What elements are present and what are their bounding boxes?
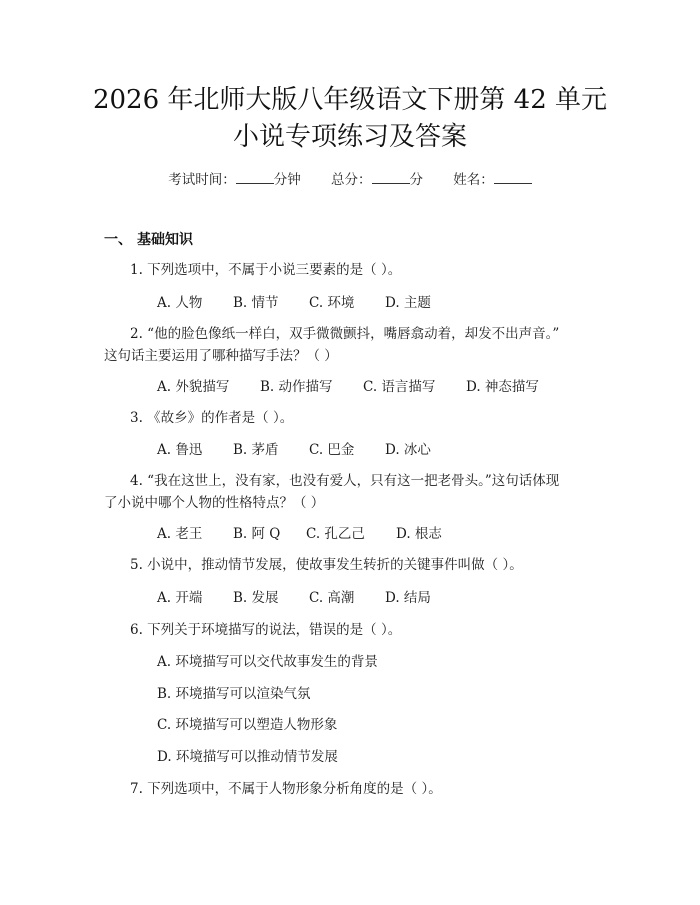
option-d[interactable]: D. 结局 [385,590,431,606]
total-score-blank[interactable] [372,170,410,184]
question-4-options [157,525,442,543]
question-3-options [157,441,431,459]
option-a[interactable]: A. 开端 [157,590,203,606]
option-d[interactable]: D. 主题 [385,295,431,311]
option-b[interactable]: B. 阿 Q [233,526,281,542]
option-c[interactable]: C. 高潮 [309,590,355,606]
exam-time-label: 考试时间： [168,172,236,188]
section-title: 基础知识 [137,232,193,248]
question-7-text: 7. 下列选项中，不属于人物形象分析角度的是（ ）。 [130,781,442,797]
exam-time-unit: 分钟 [273,172,301,188]
question-6-text: 6. 下列关于环境描写的说法，错误的是（ ）。 [130,622,402,638]
option-d[interactable]: D. 冰心 [385,442,431,458]
exam-time-field [168,170,301,189]
student-name-label: 姓名： [453,172,494,188]
page-title-line-1: 2026 年北师大版八年级语文下册第 42 单元 [92,85,608,115]
option-c[interactable]: C. 语言描写 [363,379,436,395]
exam-info-row [0,170,700,189]
option-a[interactable]: A. 老王 [157,526,203,542]
option-d[interactable]: D. 神态描写 [466,379,539,395]
option-c[interactable]: C. 巴金 [309,442,355,458]
question-4-text-cont: 了小说中哪个人物的性格特点？（ ） [104,495,325,511]
total-score-field [331,170,423,189]
question-3-text: 3. 《故乡》的作者是（ ）。 [130,410,294,426]
question-5-text: 5. 小说中，推动情节发展，使故事发生转折的关键事件叫做（ ）。 [130,557,523,573]
total-score-label: 总分： [331,172,372,188]
option-b[interactable]: B. 发展 [233,590,279,606]
option-d[interactable]: D. 根志 [396,526,442,542]
page-title-line-2: 小说专项练习及答案 [232,122,467,152]
question-1-options [157,294,431,312]
question-1-text: 1. 下列选项中，不属于小说三要素的是（ ）。 [130,262,402,278]
question-2-text: 2. “他的脸色像纸一样白，双手微微颤抖，嘴唇翕动着，却发不出声音。” [130,326,560,342]
question-2-options [157,378,539,396]
question-5-options [157,589,431,607]
option-a[interactable]: A. 鲁迅 [157,442,203,458]
option-a[interactable]: A. 外貌描写 [157,379,230,395]
option-b[interactable]: B. 环境描写可以渲染气氛 [157,686,311,702]
exam-time-blank[interactable] [236,170,274,184]
option-c[interactable]: C. 孔乙己 [306,526,365,542]
total-score-unit: 分 [409,172,423,188]
section-heading [104,231,193,249]
option-b[interactable]: B. 情节 [233,295,279,311]
student-name-field [453,170,532,189]
option-d[interactable]: D. 环境描写可以推动情节发展 [157,749,338,765]
option-b[interactable]: B. 茅盾 [233,442,279,458]
option-a[interactable]: A. 环境描写可以交代故事发生的背景 [157,654,378,670]
section-number: 一、 [104,232,132,248]
student-name-blank[interactable] [494,170,532,184]
option-c[interactable]: C. 环境描写可以塑造人物形象 [157,717,338,733]
question-4-text: 4. “我在这世上，没有家，也没有爱人，只有这一把老骨头。”这句话体现 [130,473,560,489]
option-b[interactable]: B. 动作描写 [260,379,333,395]
option-a[interactable]: A. 人物 [157,295,203,311]
option-c[interactable]: C. 环境 [309,295,355,311]
question-2-text-cont: 这句话主要运用了哪种描写手法？（ ） [104,348,338,364]
